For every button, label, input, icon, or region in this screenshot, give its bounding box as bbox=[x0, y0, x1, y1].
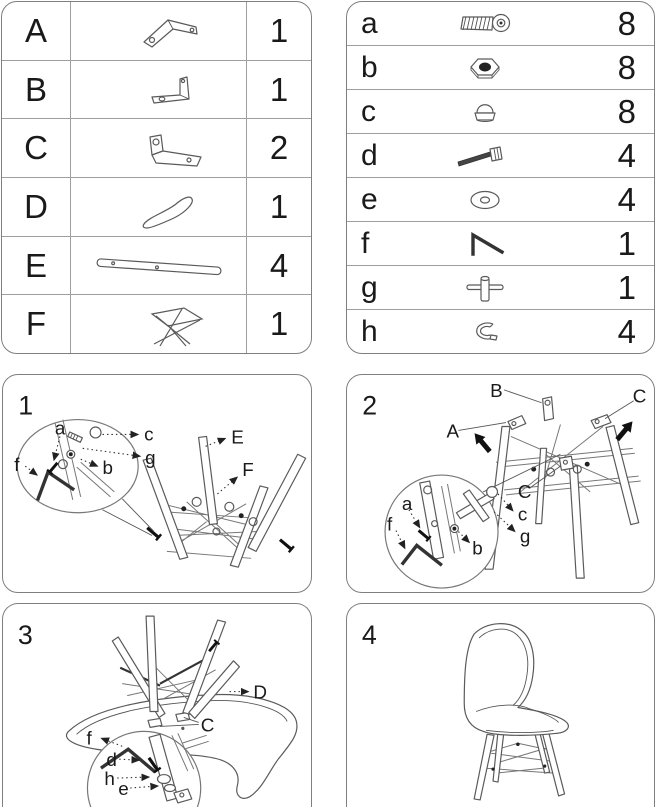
callout-C: C bbox=[200, 714, 215, 736]
magnifier-detail bbox=[17, 420, 154, 536]
step2-diagram bbox=[347, 375, 654, 592]
angle-bracket-icon bbox=[71, 2, 247, 60]
hardware-label: e bbox=[361, 182, 378, 216]
step4-diagram bbox=[347, 604, 654, 807]
part-qty: 1 bbox=[269, 305, 289, 343]
seat-shell-icon bbox=[71, 178, 247, 236]
step-number: 3 bbox=[17, 619, 33, 650]
step-1-panel bbox=[2, 374, 312, 593]
part-label: F bbox=[2, 295, 71, 353]
parts-table bbox=[1, 1, 312, 354]
callout-c: c bbox=[517, 503, 528, 525]
z-bracket-icon bbox=[71, 119, 247, 177]
parts-row-E bbox=[2, 237, 311, 296]
wire-base-icon bbox=[71, 295, 247, 353]
magnifier-detail bbox=[385, 454, 560, 588]
hardware-label: c bbox=[361, 94, 376, 128]
part-qty: 2 bbox=[269, 129, 289, 167]
hardware-label: f bbox=[361, 226, 370, 260]
cap-nut-icon bbox=[405, 92, 565, 132]
step-3-panel bbox=[2, 603, 312, 807]
part-qty: 1 bbox=[269, 187, 289, 225]
callout-e: e bbox=[118, 777, 129, 799]
parts-row-F bbox=[2, 295, 311, 353]
hardware-qty: 1 bbox=[617, 224, 636, 262]
step3-diagram bbox=[3, 604, 311, 807]
hardware-qty: 8 bbox=[617, 4, 636, 42]
step-4-panel bbox=[346, 603, 655, 807]
hardware-row-e bbox=[347, 178, 654, 222]
t-wrench-icon bbox=[405, 268, 565, 308]
callout-b: b bbox=[102, 457, 113, 479]
step-number: 1 bbox=[18, 390, 34, 421]
parts-row-B bbox=[2, 61, 311, 120]
step-number: 4 bbox=[361, 619, 377, 650]
hardware-qty: 4 bbox=[617, 312, 636, 350]
washer-icon bbox=[405, 180, 565, 220]
hardware-qty: 1 bbox=[617, 268, 636, 306]
step1-diagram bbox=[3, 375, 311, 592]
hardware-row-a bbox=[347, 2, 654, 46]
callout-B: B bbox=[490, 379, 503, 401]
hardware-table bbox=[346, 1, 655, 354]
screw-glyph bbox=[277, 537, 293, 553]
callout-b: b bbox=[472, 537, 483, 559]
step-number: 2 bbox=[362, 390, 378, 421]
callout-E: E bbox=[231, 426, 244, 448]
hardware-label: b bbox=[361, 50, 378, 84]
callout-g: g bbox=[519, 525, 531, 547]
hardware-row-d bbox=[347, 134, 654, 178]
callout-D: D bbox=[253, 681, 267, 703]
part-label: D bbox=[2, 178, 71, 236]
hardware-label: g bbox=[361, 270, 378, 304]
hardware-qty: 8 bbox=[617, 48, 636, 86]
screw-icon bbox=[405, 4, 565, 44]
leg-base-assembly bbox=[143, 436, 306, 567]
callout-a: a bbox=[401, 492, 413, 514]
part-qty: 1 bbox=[269, 11, 289, 49]
part-qty: 4 bbox=[269, 246, 289, 284]
parts-row-C bbox=[2, 119, 311, 178]
hex-nut-icon bbox=[405, 48, 565, 88]
part-label: E bbox=[2, 237, 71, 295]
hardware-row-c bbox=[347, 90, 654, 134]
callout-c: c bbox=[144, 423, 154, 445]
wooden-leg-icon bbox=[71, 237, 247, 295]
part-label: C bbox=[2, 119, 71, 177]
callout-f: f bbox=[387, 513, 393, 535]
hardware-row-b bbox=[347, 46, 654, 90]
hardware-label: a bbox=[361, 6, 378, 40]
hardware-qty: 4 bbox=[617, 136, 636, 174]
step-2-panel bbox=[346, 374, 655, 593]
callout-f: f bbox=[86, 727, 92, 749]
callout-d: d bbox=[106, 749, 117, 771]
part-qty: 1 bbox=[269, 70, 289, 108]
part-label: A bbox=[2, 2, 71, 60]
parts-row-A bbox=[2, 2, 311, 61]
push-arrow bbox=[470, 429, 494, 455]
callout-F: F bbox=[242, 459, 254, 481]
lock-washer-icon bbox=[405, 312, 565, 352]
finished-chair bbox=[464, 624, 568, 800]
hardware-row-g bbox=[347, 266, 654, 310]
callout-a: a bbox=[54, 417, 66, 439]
callout-C-top: C bbox=[632, 385, 647, 407]
allen-key-icon bbox=[405, 224, 565, 264]
parts-row-D bbox=[2, 178, 311, 237]
hardware-qty: 8 bbox=[617, 92, 636, 130]
hardware-row-h bbox=[347, 310, 654, 353]
bolt-icon bbox=[405, 136, 565, 176]
callout-g: g bbox=[145, 447, 156, 469]
l-bracket-icon bbox=[71, 61, 247, 119]
callout-h: h bbox=[104, 768, 115, 790]
callout-f: f bbox=[14, 454, 20, 476]
part-label: B bbox=[2, 61, 71, 119]
hardware-row-f bbox=[347, 222, 654, 266]
callout-A: A bbox=[446, 420, 460, 442]
callout-C-mid: C bbox=[517, 480, 532, 502]
hardware-qty: 4 bbox=[617, 180, 636, 218]
hardware-label: d bbox=[361, 138, 378, 172]
hardware-label: h bbox=[361, 314, 378, 348]
